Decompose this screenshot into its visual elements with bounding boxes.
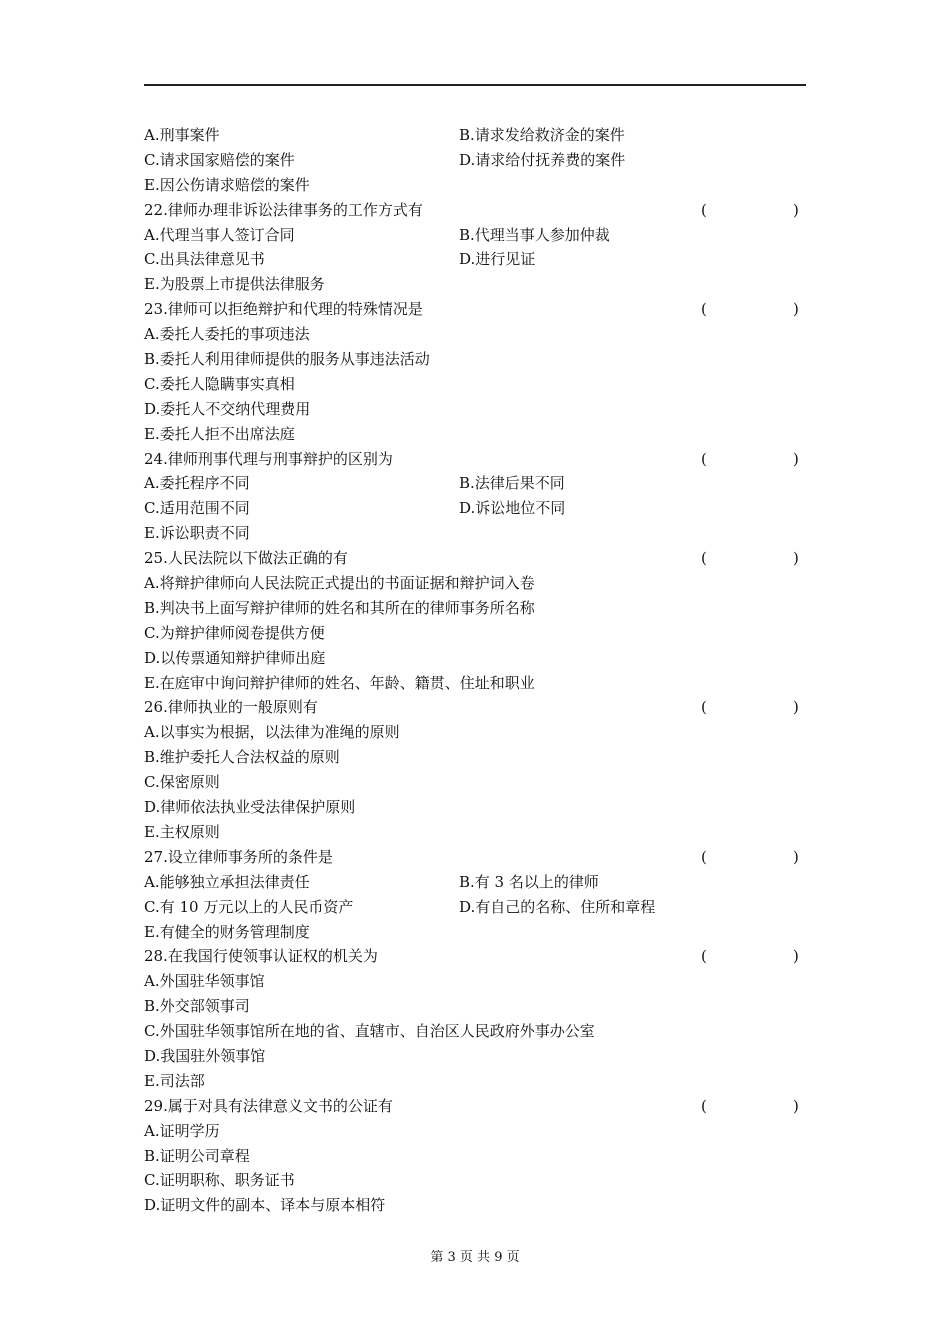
option-c: C.请求国家赔偿的案件	[144, 150, 295, 169]
option-row	[144, 223, 806, 248]
answer-paren-close: )	[793, 1096, 799, 1115]
option-e: E.在庭审中询问辩护律师的姓名、年龄、籍贯、住址和职业	[144, 673, 535, 692]
option-e: E.有健全的财务管理制度	[144, 922, 310, 941]
answer-paren-open: (	[701, 200, 707, 219]
question-29-stem: 29.属于对具有法律意义文书的公证有 ( )	[144, 1094, 806, 1119]
answer-paren-close: )	[793, 947, 799, 966]
option-e: E.因公伤请求赔偿的案件	[144, 175, 310, 194]
question-27-stem: 27.设立律师事务所的条件是 ( )	[144, 845, 806, 870]
option-a: A.委托人委托的事项违法	[144, 325, 310, 344]
option-e: E.司法部	[144, 1071, 205, 1090]
answer-paren-close: )	[793, 449, 799, 468]
answer-paren-close: )	[793, 549, 799, 568]
option-c: C.为辩护律师阅卷提供方便	[144, 623, 325, 642]
option-d: D.以传票通知辩护律师出庭	[144, 648, 326, 667]
option-a: A.委托程序不同	[144, 474, 250, 493]
answer-paren-open: (	[701, 947, 707, 966]
option-row	[144, 123, 806, 148]
option-d: D.我国驻外领事馆	[144, 1046, 266, 1065]
header-rule	[144, 84, 806, 86]
option-a: A.证明学历	[144, 1121, 220, 1140]
answer-paren-open: (	[701, 300, 707, 319]
answer-paren-open: (	[701, 847, 707, 866]
option-b: B.外交部领事司	[144, 997, 250, 1016]
option-d: D.证明文件的副本、译本与原本相符	[144, 1196, 386, 1215]
option-row	[144, 148, 806, 173]
option-e: E.委托人拒不出席法庭	[144, 424, 295, 443]
option-d: D.诉讼地位不同	[459, 499, 566, 518]
option-c: C.证明职称、职务证书	[144, 1171, 295, 1190]
question-24-stem: 24.律师刑事代理与刑事辩护的区别为 ( )	[144, 447, 806, 472]
option-c: C.外国驻华领事馆所在地的省、直辖市、自治区人民政府外事办公室	[144, 1022, 595, 1041]
option-c: C.有 10 万元以上的人民币资产	[144, 897, 354, 916]
option-b: B.法律后果不同	[459, 474, 565, 493]
option-row	[144, 247, 806, 272]
option-e: E.诉讼职责不同	[144, 524, 250, 543]
option-b: B.判决书上面写辩护律师的姓名和其所在的律师事务所名称	[144, 598, 535, 617]
question-23-stem: 23.律师可以拒绝辩护和代理的特殊情况是 ( )	[144, 297, 806, 322]
page-content	[144, 123, 806, 1218]
option-row	[144, 895, 806, 920]
option-row	[144, 870, 806, 895]
answer-paren-close: )	[793, 698, 799, 717]
option-b: B.代理当事人参加仲裁	[459, 225, 610, 244]
option-a: A.将辩护律师向人民法院正式提出的书面证据和辩护词入卷	[144, 574, 535, 593]
option-d: D.进行见证	[459, 250, 536, 269]
question-22-stem: 22.律师办理非诉讼法律事务的工作方式有 ( )	[144, 198, 806, 223]
option-d: D.委托人不交纳代理费用	[144, 399, 311, 418]
question-28-stem: 28.在我国行使领事认证权的机关为 ( )	[144, 944, 806, 969]
option-c: C.适用范围不同	[144, 499, 250, 518]
page-number-footer: 第 3 页 共 9 页	[430, 1250, 520, 1265]
option-a: A.外国驻华领事馆	[144, 972, 265, 991]
option-a: A.刑事案件	[144, 126, 220, 144]
option-b: B.维护委托人合法权益的原则	[144, 748, 340, 767]
answer-paren-open: (	[701, 1096, 707, 1115]
option-a: A.能够独立承担法律责任	[144, 872, 310, 891]
option-b: B.证明公司章程	[144, 1146, 250, 1165]
option-a: A.以事实为根据，以法律为准绳的原则	[144, 723, 400, 742]
option-row	[144, 496, 806, 521]
answer-paren-close: )	[793, 847, 799, 866]
answer-paren-open: (	[701, 449, 707, 468]
question-25-stem: 25.人民法院以下做法正确的有 ( )	[144, 546, 806, 571]
option-e: E.为股票上市提供法律服务	[144, 275, 325, 294]
option-a: A.代理当事人签订合同	[144, 225, 295, 244]
option-c: C.出具法律意见书	[144, 250, 265, 269]
option-c: C.委托人隐瞒事实真相	[144, 374, 295, 393]
option-b: B.委托人利用律师提供的服务从事违法活动	[144, 350, 430, 369]
option-d: D.请求给付抚养费的案件	[459, 150, 626, 169]
option-e: E.主权原则	[144, 822, 220, 841]
option-b: B.请求发给救济金的案件	[459, 126, 625, 144]
option-c: C.保密原则	[144, 773, 220, 792]
question-26-stem: 26.律师执业的一般原则有 ( )	[144, 695, 806, 720]
option-d: D.有自己的名称、住所和章程	[459, 897, 656, 916]
option-b: B.有 3 名以上的律师	[459, 872, 599, 891]
answer-paren-close: )	[793, 300, 799, 319]
answer-paren-close: )	[793, 200, 799, 219]
answer-paren-open: (	[701, 698, 707, 717]
option-d: D.律师依法执业受法律保护原则	[144, 798, 356, 817]
answer-paren-open: (	[701, 549, 707, 568]
option-row	[144, 471, 806, 496]
